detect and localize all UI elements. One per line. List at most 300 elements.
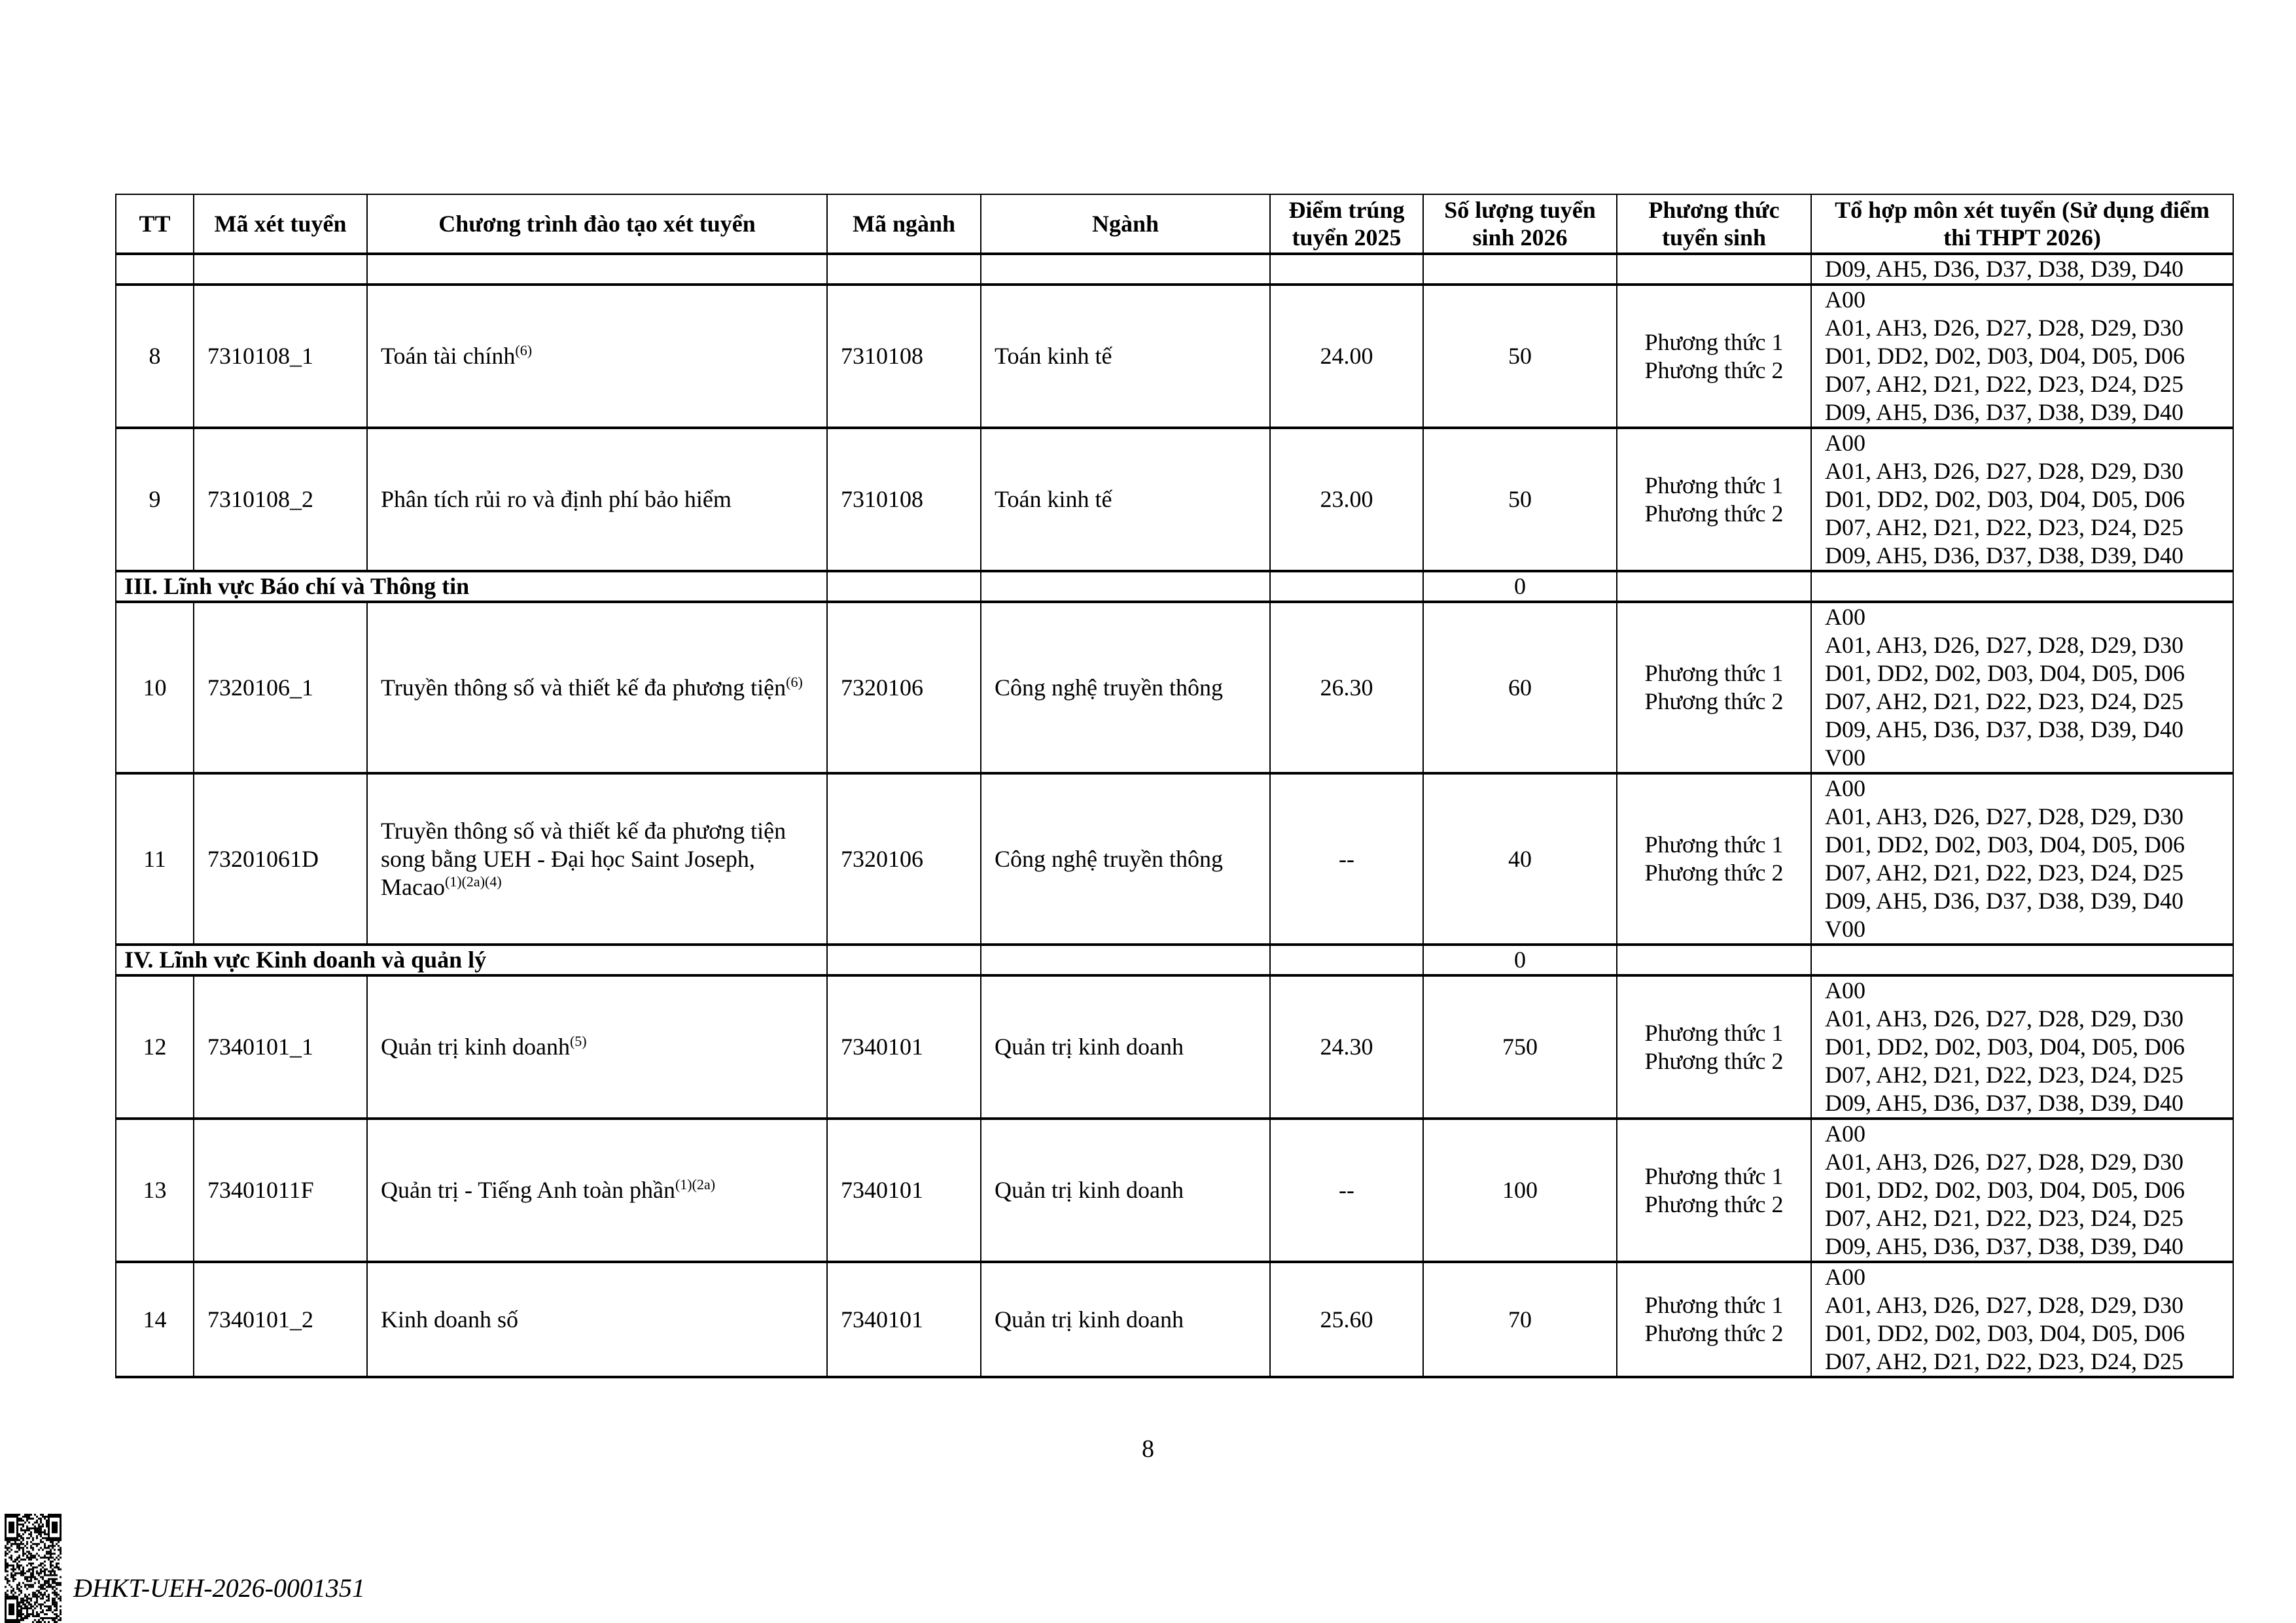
qr-module [38, 1529, 40, 1531]
cell-major-code: 7340101 [827, 975, 981, 1119]
qr-module [44, 1582, 46, 1584]
qr-module [22, 1543, 24, 1545]
qr-module [30, 1569, 32, 1571]
qr-module [42, 1594, 44, 1596]
qr-module [30, 1563, 32, 1565]
qr-module [26, 1596, 28, 1597]
qr-module [50, 1551, 52, 1553]
qr-module [12, 1588, 14, 1590]
qr-module [44, 1574, 46, 1576]
qr-module [42, 1578, 44, 1580]
qr-module [54, 1567, 56, 1569]
qr-module [28, 1563, 30, 1565]
qr-module [36, 1516, 38, 1518]
qr-module [18, 1594, 20, 1596]
qr-module [50, 1561, 52, 1563]
qr-module [42, 1516, 44, 1518]
qr-module [12, 1565, 14, 1567]
qr-module [10, 1572, 12, 1574]
qr-module [36, 1537, 38, 1539]
qr-module [22, 1569, 24, 1571]
qr-module [50, 1570, 52, 1572]
qr-module [36, 1615, 38, 1617]
qr-module [40, 1518, 42, 1520]
cell-methods [1617, 602, 1811, 773]
qr-module [16, 1557, 18, 1559]
qr-module [52, 1582, 54, 1584]
qr-module [50, 1541, 52, 1543]
qr-module [46, 1613, 48, 1615]
qr-module [46, 1522, 48, 1524]
qr-module [22, 1537, 24, 1539]
qr-module [42, 1541, 44, 1543]
qr-module [36, 1520, 38, 1522]
qr-module [20, 1537, 22, 1539]
qr-module [7, 1582, 9, 1584]
qr-module [22, 1539, 24, 1541]
qr-module [24, 1615, 26, 1617]
qr-module [34, 1576, 36, 1578]
cell-program [367, 602, 827, 773]
page-number: 8 [1142, 1435, 1154, 1463]
qr-module [16, 1543, 18, 1545]
qr-module [5, 1576, 7, 1578]
qr-module [36, 1613, 38, 1615]
cell-empty [1617, 571, 1811, 602]
qr-module [10, 1555, 12, 1557]
qr-module [42, 1524, 44, 1526]
qr-module [24, 1578, 26, 1580]
qr-module [54, 1597, 56, 1599]
cell-score-2025: 25.60 [1270, 1262, 1423, 1377]
qr-module [54, 1578, 56, 1580]
table-row [116, 1119, 2233, 1262]
qr-module [40, 1586, 42, 1588]
qr-module [56, 1582, 58, 1584]
qr-module [44, 1605, 46, 1607]
qr-module [18, 1603, 20, 1605]
cell-empty [1617, 945, 1811, 975]
qr-module [24, 1572, 26, 1574]
qr-module [20, 1529, 22, 1531]
qr-module [42, 1537, 44, 1539]
qr-module [42, 1570, 44, 1572]
qr-module [58, 1582, 60, 1584]
qr-module [56, 1574, 58, 1576]
qr-module [44, 1617, 46, 1619]
cell-empty [827, 945, 981, 975]
qr-module [40, 1597, 42, 1599]
qr-module [20, 1605, 22, 1607]
qr-module [60, 1584, 62, 1586]
qr-module [7, 1580, 9, 1582]
qr-module [46, 1569, 48, 1571]
cell-empty [1811, 945, 2233, 975]
cell-program [367, 773, 827, 945]
header-major: Ngành [981, 194, 1270, 254]
qr-module [54, 1549, 56, 1551]
qr-module [52, 1619, 54, 1621]
qr-module [20, 1592, 22, 1594]
qr-module [46, 1520, 48, 1522]
qr-module [50, 1617, 52, 1619]
cell-quota-2026: 50 [1423, 285, 1617, 428]
qr-module [7, 1567, 9, 1569]
qr-module [20, 1601, 22, 1603]
cell-tt: 11 [116, 773, 194, 945]
method-item: Phương thức 2 [1644, 357, 1784, 383]
qr-module [54, 1559, 56, 1561]
cell-combos [1811, 254, 2233, 285]
qr-module [56, 1584, 58, 1586]
qr-module [40, 1594, 42, 1596]
qr-module [34, 1526, 36, 1527]
admission-table [115, 194, 2234, 1378]
qr-module [60, 1605, 62, 1607]
qr-module [54, 1574, 56, 1576]
combo-line: D09, AH5, D36, D37, D38, D39, D40 [1825, 716, 2183, 742]
qr-module [46, 1586, 48, 1588]
qr-module [44, 1545, 46, 1547]
qr-module [28, 1603, 30, 1605]
combo-line: D09, AH5, D36, D37, D38, D39, D40 [1825, 399, 2183, 425]
qr-module [10, 1545, 12, 1547]
qr-module [46, 1533, 48, 1535]
qr-module [46, 1526, 48, 1527]
qr-module [26, 1584, 28, 1586]
qr-module [42, 1596, 44, 1597]
qr-module [18, 1557, 20, 1559]
qr-module [38, 1527, 40, 1529]
qr-module [46, 1551, 48, 1553]
qr-module [28, 1569, 30, 1571]
qr-module [22, 1547, 24, 1549]
qr-module [34, 1619, 36, 1621]
cell-score-2025: 26.30 [1270, 602, 1423, 773]
qr-module [26, 1526, 28, 1527]
qr-module [32, 1576, 34, 1578]
qr-module [22, 1597, 24, 1599]
cell-empty [1270, 571, 1423, 602]
qr-module [42, 1611, 44, 1613]
qr-module [40, 1547, 42, 1549]
qr-module [34, 1607, 36, 1609]
qr-module [46, 1537, 48, 1539]
qr-module [38, 1572, 40, 1574]
qr-module [38, 1592, 40, 1594]
qr-module [10, 1557, 12, 1559]
qr-module [44, 1594, 46, 1596]
cell-major: Toán kinh tế [981, 428, 1270, 571]
qr-module [60, 1547, 62, 1549]
qr-module [38, 1531, 40, 1533]
qr-module [18, 1590, 20, 1592]
qr-module [32, 1518, 34, 1520]
combo-line: D07, AH2, D21, D22, D23, D24, D25 [1825, 1348, 2183, 1374]
qr-module [12, 1567, 14, 1569]
qr-module [52, 1547, 54, 1549]
qr-module [46, 1609, 48, 1611]
qr-module [46, 1617, 48, 1619]
qr-module [18, 1545, 20, 1547]
qr-module [24, 1531, 26, 1533]
qr-module [36, 1597, 38, 1599]
cell-tt: 8 [116, 285, 194, 428]
qr-module [50, 1574, 52, 1576]
qr-module [52, 1545, 54, 1547]
qr-module [56, 1596, 58, 1597]
qr-module [30, 1574, 32, 1576]
qr-module [60, 1599, 62, 1601]
qr-module [54, 1590, 56, 1592]
qr-module [50, 1567, 52, 1569]
qr-module [32, 1592, 34, 1594]
qr-module [34, 1529, 36, 1531]
combo-line: A01, AH3, D26, D27, D28, D29, D30 [1825, 315, 2183, 341]
qr-module [52, 1588, 54, 1590]
qr-module [60, 1617, 62, 1619]
qr-module [46, 1582, 48, 1584]
qr-module [26, 1516, 28, 1518]
qr-module [34, 1527, 36, 1529]
qr-module [20, 1597, 22, 1599]
combo-line: D09, AH5, D36, D37, D38, D39, D40 [1825, 542, 2183, 568]
combo-line: V00 [1825, 916, 1865, 942]
qr-module [50, 1586, 52, 1588]
qr-module [56, 1543, 58, 1545]
qr-finder [9, 1603, 14, 1615]
qr-module [18, 1619, 20, 1621]
qr-module [40, 1526, 42, 1527]
qr-module [22, 1524, 24, 1526]
table-row [116, 975, 2233, 1119]
cell-admission-code: 7310108_1 [194, 285, 367, 428]
qr-module [30, 1527, 32, 1529]
qr-module [14, 1574, 16, 1576]
qr-module [26, 1613, 28, 1615]
qr-module [44, 1543, 46, 1545]
qr-module [56, 1567, 58, 1569]
method-item: Phương thức 1 [1644, 831, 1784, 858]
cell-program [367, 285, 827, 428]
qr-module [18, 1611, 20, 1613]
qr-module [46, 1547, 48, 1549]
qr-module [32, 1527, 34, 1529]
qr-module [26, 1576, 28, 1578]
qr-module [32, 1543, 34, 1545]
qr-module [20, 1559, 22, 1561]
qr-module [20, 1609, 22, 1611]
qr-module [50, 1557, 52, 1559]
qr-module [58, 1569, 60, 1571]
qr-module [18, 1588, 20, 1590]
combo-line: D07, AH2, D21, D22, D23, D24, D25 [1825, 1205, 2183, 1231]
document-code: ĐHKT-UEH-2026-0001351 [73, 1573, 365, 1603]
program-footnote: (1)(2a)(4) [444, 873, 502, 890]
qr-module [32, 1609, 34, 1611]
qr-module [7, 1553, 9, 1555]
qr-module [30, 1613, 32, 1615]
qr-module [12, 1578, 14, 1580]
qr-module [22, 1553, 24, 1555]
qr-module [54, 1617, 56, 1619]
qr-module [30, 1541, 32, 1543]
qr-module [48, 1574, 50, 1576]
qr-module [30, 1555, 32, 1557]
table-row [116, 1262, 2233, 1377]
qr-module [42, 1619, 44, 1621]
cell-score-2025: 24.30 [1270, 975, 1423, 1119]
qr-module [48, 1596, 50, 1597]
qr-module [54, 1603, 56, 1605]
qr-module [46, 1574, 48, 1576]
cell-admission-code: 73201061D [194, 773, 367, 945]
qr-module [18, 1535, 20, 1537]
qr-module [5, 1578, 7, 1580]
table-row [116, 285, 2233, 428]
qr-module [20, 1535, 22, 1537]
qr-module [42, 1609, 44, 1611]
qr-module [22, 1603, 24, 1605]
qr-module [34, 1543, 36, 1545]
program-footnote: (5) [569, 1033, 587, 1049]
qr-module [20, 1615, 22, 1617]
qr-module [38, 1603, 40, 1605]
qr-module [42, 1576, 44, 1578]
qr-module [50, 1563, 52, 1565]
section-quota: 0 [1423, 945, 1617, 975]
qr-module [52, 1569, 54, 1571]
qr-module [26, 1617, 28, 1619]
qr-module [20, 1543, 22, 1545]
qr-module [16, 1545, 18, 1547]
qr-module [58, 1584, 60, 1586]
qr-module [32, 1547, 34, 1549]
qr-module [18, 1582, 20, 1584]
section-title: IV. Lĩnh vực Kinh doanh và quản lý [116, 945, 827, 975]
qr-module [44, 1588, 46, 1590]
qr-module [58, 1619, 60, 1621]
qr-module [5, 1545, 7, 1547]
qr-module [52, 1592, 54, 1594]
combo-line: D01, DD2, D02, D03, D04, D05, D06 [1825, 1320, 2185, 1346]
qr-module [30, 1607, 32, 1609]
qr-module [54, 1619, 56, 1621]
qr-module [5, 1592, 7, 1594]
qr-module [54, 1613, 56, 1615]
qr-module [50, 1607, 52, 1609]
cell-quota-2026: 60 [1423, 602, 1617, 773]
qr-module [28, 1597, 30, 1599]
qr-module [38, 1582, 40, 1584]
qr-module [54, 1572, 56, 1574]
qr-module [18, 1569, 20, 1571]
qr-module [32, 1605, 34, 1607]
qr-module [32, 1570, 34, 1572]
qr-module [16, 1572, 18, 1574]
qr-module [26, 1615, 28, 1617]
combo-line: A00 [1825, 977, 1865, 1003]
cell-methods [1617, 1119, 1811, 1262]
qr-module [56, 1557, 58, 1559]
cell-major-code: 7320106 [827, 602, 981, 773]
qr-module [22, 1516, 24, 1518]
qr-module [7, 1590, 9, 1592]
qr-module [48, 1580, 50, 1582]
qr-module [26, 1529, 28, 1531]
qr-module [60, 1613, 62, 1615]
qr-module [56, 1609, 58, 1611]
qr-module [58, 1555, 60, 1557]
qr-module [50, 1545, 52, 1547]
qr-module [38, 1524, 40, 1526]
qr-module [26, 1541, 28, 1543]
qr-module [14, 1551, 16, 1553]
qr-module [32, 1574, 34, 1576]
combo-line: A00 [1825, 775, 1865, 801]
qr-module [32, 1549, 34, 1551]
method-item: Phương thức 2 [1644, 1047, 1784, 1074]
qr-module [58, 1559, 60, 1561]
qr-module [44, 1570, 46, 1572]
qr-module [5, 1563, 7, 1565]
qr-module [42, 1557, 44, 1559]
qr-module [52, 1597, 54, 1599]
qr-module [44, 1516, 46, 1518]
qr-module [20, 1613, 22, 1615]
qr-module [48, 1594, 50, 1596]
cell-empty [1270, 945, 1423, 975]
qr-module [46, 1553, 48, 1555]
qr-module [30, 1559, 32, 1561]
qr-module [30, 1557, 32, 1559]
cell-major-code: 7340101 [827, 1262, 981, 1377]
qr-module [30, 1565, 32, 1567]
qr-module [42, 1567, 44, 1569]
qr-module [22, 1572, 24, 1574]
qr-module [54, 1553, 56, 1555]
qr-module [22, 1582, 24, 1584]
qr-module [24, 1607, 26, 1609]
qr-module [32, 1584, 34, 1586]
qr-module [48, 1559, 50, 1561]
qr-module [24, 1553, 26, 1555]
combo-line: A00 [1825, 604, 1865, 630]
qr-module [18, 1520, 20, 1522]
program-name: Kinh doanh số [381, 1306, 518, 1333]
qr-module [34, 1596, 36, 1597]
qr-module [42, 1588, 44, 1590]
qr-module [56, 1601, 58, 1603]
qr-module [30, 1535, 32, 1537]
qr-module [28, 1537, 30, 1539]
header-quota-2026: Số lượng tuyển sinh 2026 [1423, 194, 1617, 254]
qr-module [32, 1594, 34, 1596]
qr-module [18, 1518, 20, 1520]
qr-module [48, 1553, 50, 1555]
qr-module [32, 1596, 34, 1597]
qr-module [5, 1553, 7, 1555]
qr-module [48, 1570, 50, 1572]
qr-module [44, 1537, 46, 1539]
qr-module [26, 1601, 28, 1603]
qr-module [22, 1619, 24, 1621]
qr-module [12, 1580, 14, 1582]
qr-module [40, 1535, 42, 1537]
qr-module [46, 1590, 48, 1592]
qr-module [30, 1533, 32, 1535]
qr-module [32, 1555, 34, 1557]
